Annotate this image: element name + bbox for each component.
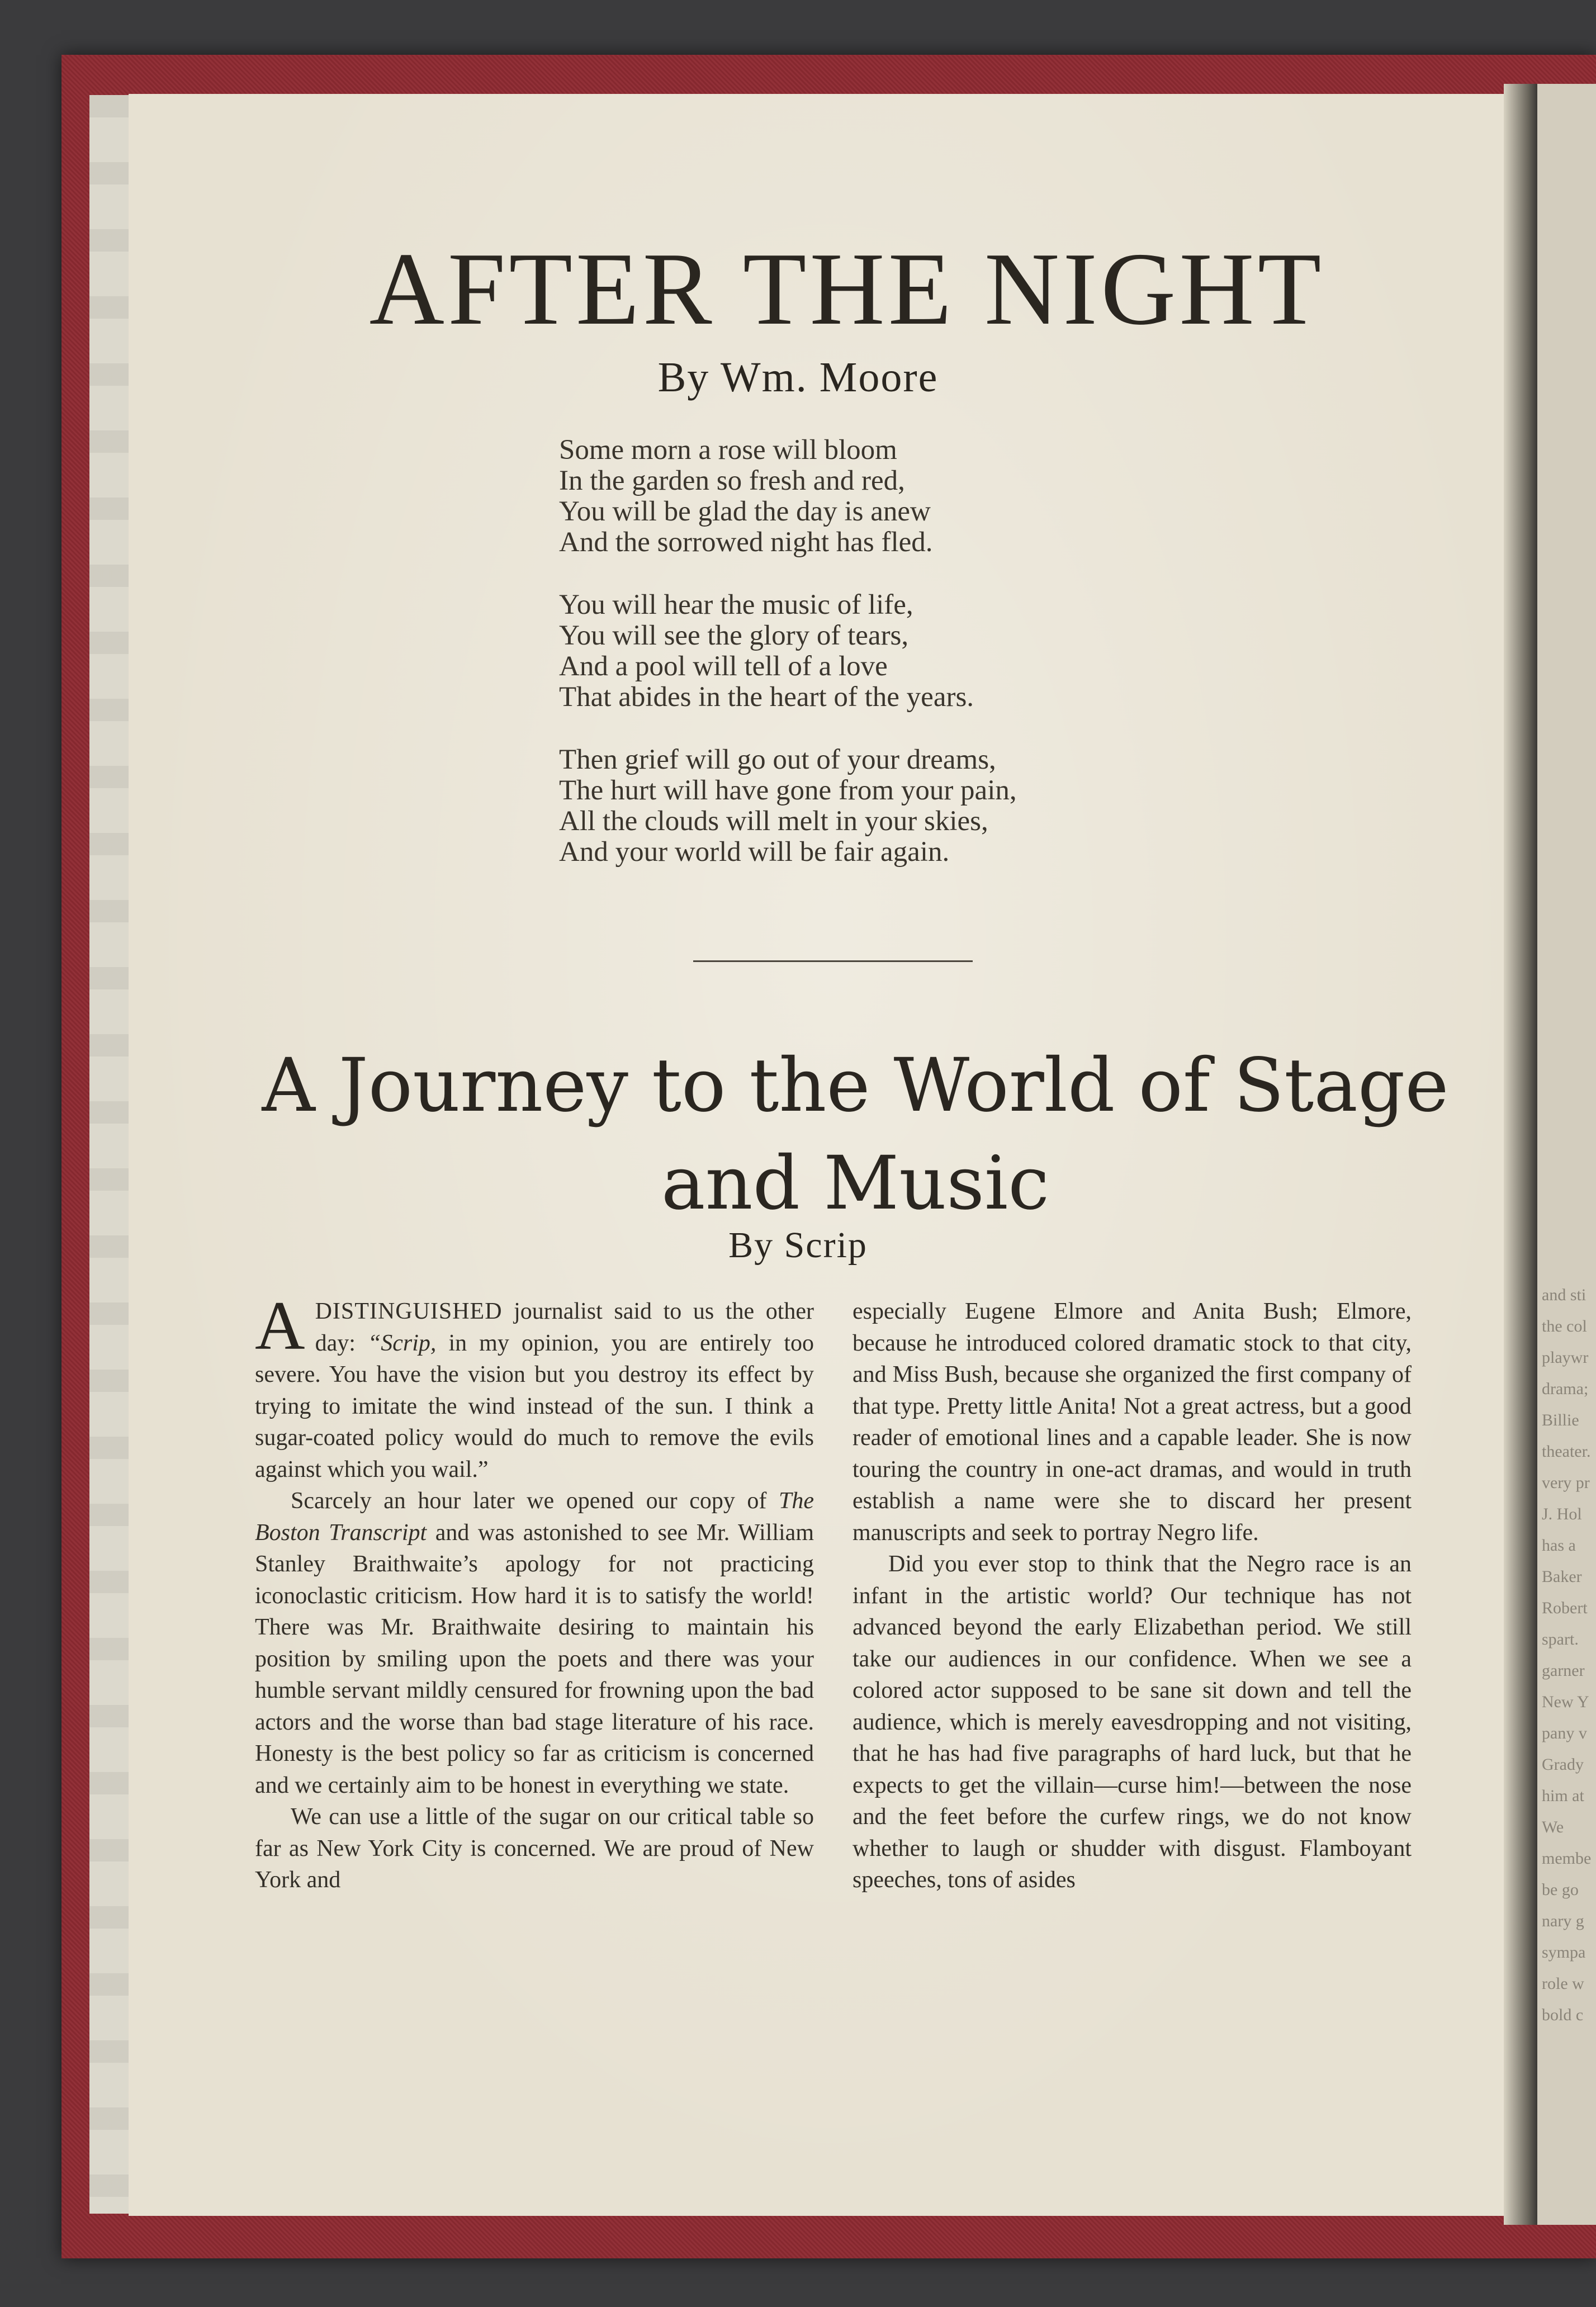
article-paragraph [255,1485,814,1801]
poem-line: And the sorrowed night has fled. [559,527,933,558]
poem-byline: By Wm. Moore [657,354,939,401]
adjacent-page-fragment: bold c [1542,2006,1584,2024]
poem-line: Then grief will go out of your dreams, [559,744,996,775]
text-run: Scarcely an hour later we opened our copy of [291,1488,779,1514]
italic-run: “Scrip, [367,1330,437,1356]
poem-line: In the garden so fresh and red, [559,465,905,496]
adjacent-page-fragment: sympa [1542,1943,1586,1962]
poem-line: And a pool will tell of a love [559,651,888,682]
article-title [235,1037,1476,1233]
poem-stanza [559,745,1230,868]
poem-line: The hurt will have gone from your pain, [559,775,1017,806]
text-run: in my opinion, you are entirely too severe. You have the vision but you destroy its effect by trying to imitate the wind instead of the sun. I think a sugar-coated policy would do much to remove the evils against which you wail.” [255,1330,814,1482]
adjacent-page-fragment: theater. [1542,1442,1591,1461]
adjacent-page-fragment: nary g [1542,1912,1584,1930]
poem-title: AFTER THE NIGHT [369,231,1325,347]
adjacent-page-fragment: playwr [1542,1348,1589,1367]
adjacent-page-fragment: be go [1542,1880,1579,1899]
poem-body [559,435,1230,899]
section-divider [693,960,973,962]
article-title-line: and Music [661,1140,1050,1226]
adjacent-page-fragment: pany v [1542,1724,1587,1742]
poem-line: You will hear the music of life, [559,589,913,620]
adjacent-page-fragment: drama; [1542,1380,1589,1398]
drop-cap: A [255,1287,305,1364]
adjacent-page-fragment: very pr [1542,1474,1590,1492]
adjacent-page-fragment: the col [1542,1317,1587,1335]
article-paragraph: Did you ever stop to think that the Negro race is an infant in the artistic world? Our technique has not advanced beyond the early Elizabethan period. We still take our audiences in our confidence. When we see a colored actor supposed to be sane sit down and tell the audience, which is merely eavesdropping and not visiting, that he has had five paragraphs of hard luck, but that he expects to get the villain—curse him!—between the nose and the feet before the curfew rings, we do not know whether to laugh or shudder with disgust. Flamboyant speeches, tons of asides [853,1551,1412,1893]
poem-line: All the clouds will melt in your skies, [559,806,988,837]
article-paragraph: especially Eugene Elmore and Anita Bush; Elmore, because he introduced colored dramatic stock to that city, and Miss Bush, because she organized the first company of that type. Pretty little Anita! Not a great actress, but a good reader of emotional lines and a capable leader. She is now touring the country in one-act dramas, and would in truth establish a name were she to discard her present manuscripts and seek to portray Negro life. [853,1299,1412,1546]
adjacent-page-fragment: Billie [1542,1411,1579,1429]
adjacent-page-fragment: membe [1542,1849,1592,1868]
article-title-line: A Journey to the World of Stage [262,1043,1449,1129]
smallcaps-word: DISTINGUISHED [315,1299,503,1324]
adjacent-page-fragment: role w [1542,1974,1584,1993]
italic-run: The Boston Transcript [255,1488,814,1546]
adjacent-page-fragment: New Y [1542,1693,1589,1711]
adjacent-page-fragment: him at [1542,1787,1584,1805]
adjacent-page-fragment: and sti [1542,1286,1586,1304]
adjacent-page-fragment: has a [1542,1536,1576,1555]
article-column-left [255,1287,814,1896]
poem-line: That abides in the heart of the years. [559,681,974,713]
poem-stanza [559,435,1230,558]
poem-line: And your world will be fair again. [559,836,950,868]
article-paragraph [255,1287,814,1485]
adjacent-page [1537,84,1596,2225]
article-byline: By Scrip [728,1225,868,1266]
article-column-right [853,1296,1412,1896]
adjacent-page-fragment: Robert [1542,1599,1588,1617]
article-paragraph: We can use a little of the sugar on our critical table so far as New York City is concerned. We are proud of New York and [255,1804,814,1893]
poem-line: Some morn a rose will bloom [559,434,897,466]
poem-stanza [559,590,1230,713]
adjacent-page-fragment: We [1542,1818,1564,1836]
poem-line: You will see the glory of tears, [559,620,909,651]
adjacent-page-fragment: J. Hol [1542,1505,1582,1523]
adjacent-page-fragment: Grady [1542,1755,1584,1774]
text-run: and was astonished to see Mr. William Stanley Braithwaite’s apology for not practicing iconoclastic criticism. How hard it is to satisfy the world! There was Mr. Braithwaite desiring to maintain his position by smiling upon the poets and there was your humble servant mildly censured for frowning upon the bad actors and the worse than bad stage literature of his race. Honesty is the best policy so far as criticism is concerned and we certainly aim to be honest in everything we state. [255,1519,814,1798]
adjacent-page-fragment: spart. [1542,1630,1579,1648]
page-gutter [1504,84,1537,2225]
text-run: journalist said to us the other day: [315,1299,814,1356]
adjacent-page-fragment: garner [1542,1661,1585,1680]
poem-line: You will be glad the day is anew [559,496,931,527]
adjacent-page-fragment: Baker [1542,1567,1582,1586]
